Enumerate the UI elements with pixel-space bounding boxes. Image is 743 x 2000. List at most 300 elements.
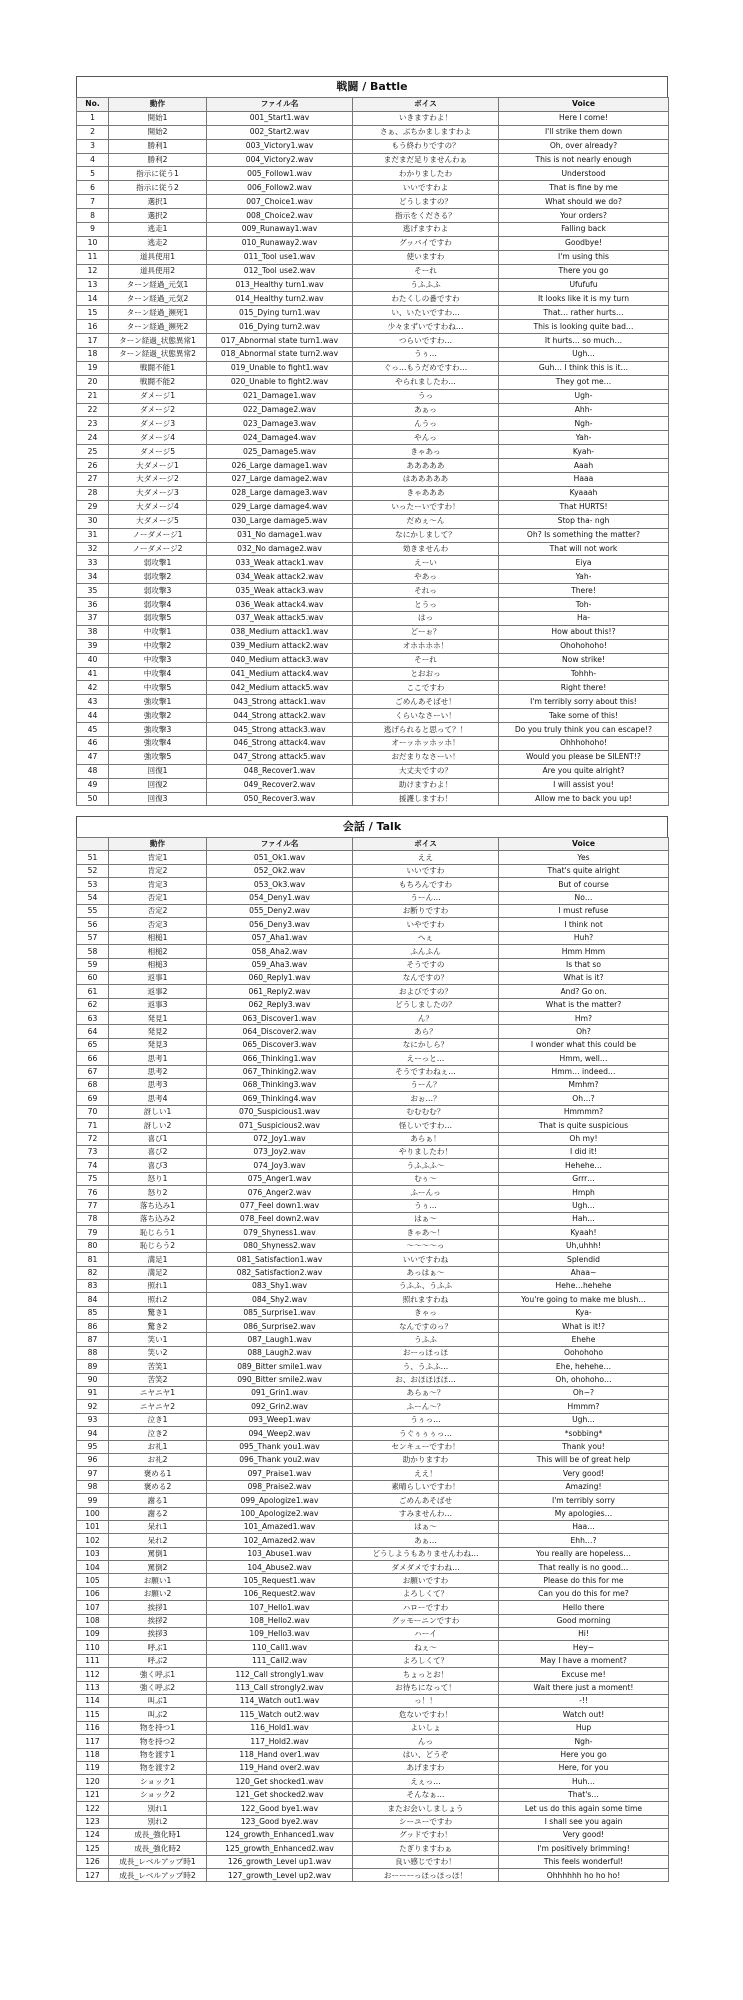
cell-english: Ngh- [499,417,669,431]
table-row [77,1079,669,1092]
cell-english: It looks like it is my turn [499,292,669,306]
cell-voice: オーッホッホッホ！ [353,736,499,750]
cell-action: 開始2 [109,125,207,139]
cell-no: 33 [77,556,109,570]
cell-voice: うぐぅぅぅっ… [353,1427,499,1440]
table-row [77,1119,669,1132]
table-row [77,1306,669,1319]
cell-voice: うーん… [353,891,499,904]
cell-action: 選択1 [109,195,207,209]
cell-voice: やあっ [353,570,499,584]
cell-english: Ugh… [499,1199,669,1212]
cell-voice: あらぁ！ [353,1132,499,1145]
table-row [77,1855,669,1868]
table-row [77,1159,669,1172]
cell-filename: 038_Medium attack1.wav [207,625,353,639]
cell-action: 強攻撃5 [109,750,207,764]
cell-filename: 062_Reply3.wav [207,998,353,1011]
cell-voice: さぁ、ぶちかましますわよ [353,125,499,139]
cell-voice: ふーんっ [353,1186,499,1199]
table-row [77,1025,669,1038]
cell-action: 開始1 [109,111,207,125]
cell-no: 32 [77,542,109,556]
cell-no: 95 [77,1440,109,1453]
cell-action: 謝る1 [109,1494,207,1507]
cell-no: 110 [77,1641,109,1654]
cell-no: 98 [77,1480,109,1493]
cell-voice: あああああ [353,459,499,473]
cell-filename: 001_Start1.wav [207,111,353,125]
cell-english: This will be of great help [499,1453,669,1466]
cell-filename: 120_Get shocked1.wav [207,1775,353,1788]
cell-no: 111 [77,1654,109,1667]
cell-action: 返事1 [109,971,207,984]
cell-action: 思考2 [109,1065,207,1078]
cell-voice: やんっ [353,431,499,445]
cell-no: 84 [77,1293,109,1306]
cell-english: Wait there just a moment! [499,1681,669,1694]
cell-action: 弱攻撃4 [109,598,207,612]
cell-filename: 011_Tool use1.wav [207,250,353,264]
cell-voice: あら？ [353,1025,499,1038]
table-row [77,985,669,998]
cell-action: 相槌1 [109,931,207,944]
cell-action: 罵倒1 [109,1547,207,1560]
table-row [77,1520,669,1533]
cell-action: 呆れ1 [109,1520,207,1533]
cell-no: 53 [77,878,109,891]
cell-english: That's… [499,1788,669,1801]
table-row [77,1212,669,1225]
battle-section [76,76,668,806]
cell-english: I will assist you! [499,778,669,792]
cell-english: Yah- [499,431,669,445]
table-row [77,181,669,195]
cell-voice: はあああああ [353,473,499,487]
cell-filename: 122_Good bye1.wav [207,1802,353,1815]
cell-filename: 124_growth_Enhanced1.wav [207,1828,353,1841]
cell-voice: お、おほほほほ… [353,1373,499,1386]
table-row [77,250,669,264]
cell-voice: えーっと… [353,1052,499,1065]
cell-no: 112 [77,1668,109,1681]
table-row [77,528,669,542]
table-row [77,1574,669,1587]
cell-voice: なにかしら？ [353,1038,499,1051]
cell-filename: 110_Call1.wav [207,1641,353,1654]
table-row [77,1266,669,1279]
cell-action: 成長_レベルアップ時2 [109,1869,207,1882]
cell-english: Ufufufu [499,278,669,292]
cell-english: Haa… [499,1520,669,1533]
cell-english: Kyaaah [499,486,669,500]
cell-action: 怒り2 [109,1186,207,1199]
cell-action: 肯定3 [109,878,207,891]
cell-filename: 074_Joy3.wav [207,1159,353,1172]
cell-no: 11 [77,250,109,264]
cell-action: 返事3 [109,998,207,1011]
cell-action: 指示に従う1 [109,167,207,181]
cell-voice: ふーん～？ [353,1400,499,1413]
cell-action: 罵倒2 [109,1561,207,1574]
cell-no: 58 [77,945,109,958]
table-row [77,278,669,292]
cell-filename: 085_Surprise1.wav [207,1306,353,1319]
cell-filename: 076_Anger2.wav [207,1186,353,1199]
cell-no: 105 [77,1574,109,1587]
cell-no: 104 [77,1561,109,1574]
cell-english: Hello there [499,1601,669,1614]
cell-action: 発見1 [109,1012,207,1025]
talk-section-title: 会話 / Talk [76,816,668,837]
cell-action: 中攻撃4 [109,667,207,681]
table-row [77,1052,669,1065]
table-row [77,1507,669,1520]
cell-voice: 効きませんわ [353,542,499,556]
cell-no: 119 [77,1761,109,1774]
cell-voice: どうしましたの？ [353,998,499,1011]
cell-english: My apologies… [499,1507,669,1520]
cell-action: 恥じらう1 [109,1226,207,1239]
cell-action: 弱攻撃3 [109,584,207,598]
cell-english: Hmph [499,1186,669,1199]
cell-no: 31 [77,528,109,542]
cell-english: Is that so [499,958,669,971]
cell-action: 強く呼ぶ1 [109,1668,207,1681]
cell-action: 強攻撃2 [109,709,207,723]
cell-no: 72 [77,1132,109,1145]
cell-english: Oh my! [499,1132,669,1145]
cell-no: 48 [77,764,109,778]
cell-action: 大ダメージ5 [109,514,207,528]
cell-filename: 030_Large damage5.wav [207,514,353,528]
battle-header-row [77,98,669,112]
cell-action: 強攻撃3 [109,723,207,737]
cell-english: You really are hopeless… [499,1547,669,1560]
cell-no: 1 [77,111,109,125]
cell-no: 127 [77,1869,109,1882]
cell-english: Huh? [499,931,669,944]
talk-section [76,816,668,1882]
cell-voice: もう終わりですの？ [353,139,499,153]
cell-filename: 105_Request1.wav [207,1574,353,1587]
table-row [77,1748,669,1761]
cell-no: 62 [77,998,109,1011]
cell-english: Grrr… [499,1172,669,1185]
table-row [77,1333,669,1346]
cell-voice: ちょっとお！ [353,1668,499,1681]
table-row [77,1641,669,1654]
cell-english: Yes [499,851,669,864]
cell-action: ダメージ2 [109,403,207,417]
cell-filename: 101_Amazed1.wav [207,1520,353,1533]
cell-filename: 042_Medium attack5.wav [207,681,353,695]
cell-action: 成長_レベルアップ時1 [109,1855,207,1868]
cell-english: This is looking quite bad… [499,320,669,334]
cell-voice: うふふ、うふふ [353,1279,499,1292]
table-row [77,584,669,598]
cell-no: 2 [77,125,109,139]
cell-no: 116 [77,1721,109,1734]
cell-voice: 助かりますわ [353,1453,499,1466]
cell-english: Hmm… indeed… [499,1065,669,1078]
cell-voice: いったーいですわ！ [353,500,499,514]
table-row [77,1467,669,1480]
cell-action: 喜び2 [109,1145,207,1158]
cell-english: Ehh…? [499,1534,669,1547]
cell-english: Oh…? [499,1092,669,1105]
cell-action: 笑い2 [109,1346,207,1359]
cell-voice: おーーーっほっほっほ！ [353,1869,499,1882]
cell-filename: 031_No damage1.wav [207,528,353,542]
cell-filename: 070_Suspicious1.wav [207,1105,353,1118]
cell-filename: 013_Healthy turn1.wav [207,278,353,292]
cell-voice: あげますわ [353,1761,499,1774]
cell-english: That HURTS! [499,500,669,514]
cell-action: 叫ぶ2 [109,1708,207,1721]
cell-filename: 116_Hold1.wav [207,1721,353,1734]
cell-english: I'm using this [499,250,669,264]
cell-action: 弱攻撃1 [109,556,207,570]
cell-no: 12 [77,264,109,278]
table-row [77,1279,669,1292]
cell-no: 23 [77,417,109,431]
cell-filename: 048_Recover1.wav [207,764,353,778]
cell-filename: 043_Strong attack1.wav [207,695,353,709]
cell-voice: つらいですわ… [353,334,499,348]
cell-no: 29 [77,500,109,514]
cell-no: 75 [77,1172,109,1185]
cell-filename: 012_Tool use2.wav [207,264,353,278]
cell-filename: 003_Victory1.wav [207,139,353,153]
cell-voice: あっはぁ～ [353,1266,499,1279]
cell-action: 泣き2 [109,1427,207,1440]
cell-english: How about this!? [499,625,669,639]
cell-action: 満足1 [109,1253,207,1266]
cell-voice: だめぇ～ん [353,514,499,528]
cell-action: お願い2 [109,1587,207,1600]
table-row [77,1400,669,1413]
cell-voice: はぁ～ [353,1520,499,1533]
cell-no: 42 [77,681,109,695]
cell-filename: 082_Satisfaction2.wav [207,1266,353,1279]
cell-voice: それっ [353,584,499,598]
cell-action: 発見3 [109,1038,207,1051]
cell-voice: お願いですわ [353,1574,499,1587]
cell-voice: 逃げられると思って？！ [353,723,499,737]
cell-english: Hehe…hehehe [499,1279,669,1292]
table-row [77,1293,669,1306]
cell-english: Right there! [499,681,669,695]
cell-action: 呼ぶ2 [109,1654,207,1667]
cell-english: Ugh- [499,389,669,403]
cell-voice: えぇっ… [353,1775,499,1788]
cell-voice: っ！！ [353,1695,499,1708]
cell-no: 59 [77,958,109,971]
table-row [77,1440,669,1453]
cell-filename: 047_Strong attack5.wav [207,750,353,764]
cell-action: 叫ぶ1 [109,1695,207,1708]
cell-english: There you go [499,264,669,278]
cell-no: 121 [77,1788,109,1801]
cell-action: 回復1 [109,764,207,778]
cell-voice: 大丈夫ですの？ [353,764,499,778]
cell-action: 回復3 [109,792,207,806]
cell-filename: 020_Unable to fight2.wav [207,375,353,389]
cell-filename: 039_Medium attack2.wav [207,639,353,653]
cell-action: 強く呼ぶ2 [109,1681,207,1694]
cell-voice: まだまだ足りませんわぁ [353,153,499,167]
table-row [77,570,669,584]
header-english: Voice [499,98,669,112]
cell-action: ニヤニヤ2 [109,1400,207,1413]
cell-no: 109 [77,1628,109,1641]
cell-no: 101 [77,1520,109,1533]
cell-voice: きゃあああ [353,486,499,500]
cell-no: 16 [77,320,109,334]
cell-filename: 028_Large damage3.wav [207,486,353,500]
cell-filename: 119_Hand over2.wav [207,1761,353,1774]
cell-filename: 050_Recover3.wav [207,792,353,806]
cell-english: *sobbing* [499,1427,669,1440]
cell-action: 訝しい2 [109,1119,207,1132]
cell-no: 49 [77,778,109,792]
cell-voice: うふふ [353,1333,499,1346]
cell-filename: 088_Laugh2.wav [207,1346,353,1359]
table-row [77,223,669,237]
cell-action: 道具使用2 [109,264,207,278]
cell-filename: 127_growth_Level up2.wav [207,1869,353,1882]
cell-voice: またお会いしましょう [353,1802,499,1815]
cell-voice: うぅ… [353,348,499,362]
cell-english: I wonder what this could be [499,1038,669,1051]
cell-filename: 022_Damage2.wav [207,403,353,417]
cell-action: お礼1 [109,1440,207,1453]
cell-english: Kyaah! [499,1226,669,1239]
cell-english: Very good! [499,1828,669,1841]
cell-voice: 危ないですわ！ [353,1708,499,1721]
header-english: Voice [499,838,669,851]
cell-voice: いやですわ [353,918,499,931]
table-row [77,514,669,528]
cell-filename: 079_Shyness1.wav [207,1226,353,1239]
cell-voice: グッバイですわ [353,236,499,250]
cell-filename: 102_Amazed2.wav [207,1534,353,1547]
table-row [77,348,669,362]
cell-action: ターン経過_瀕死2 [109,320,207,334]
cell-no: 51 [77,851,109,864]
cell-filename: 026_Large damage1.wav [207,459,353,473]
cell-english: Now strike! [499,653,669,667]
cell-no: 26 [77,459,109,473]
table-row [77,1239,669,1252]
cell-english: Uh,uhhh! [499,1239,669,1252]
table-row [77,306,669,320]
table-row [77,486,669,500]
cell-voice: わたくしの番ですわ [353,292,499,306]
table-row [77,958,669,971]
cell-no: 120 [77,1775,109,1788]
cell-english: What is the matter? [499,998,669,1011]
cell-action: ダメージ3 [109,417,207,431]
cell-voice: 助けますわよ！ [353,778,499,792]
cell-english: I'm terribly sorry about this! [499,695,669,709]
cell-filename: 061_Reply2.wav [207,985,353,998]
cell-filename: 056_Deny3.wav [207,918,353,931]
cell-english: Oohohoho [499,1346,669,1359]
cell-filename: 017_Abnormal state turn1.wav [207,334,353,348]
cell-voice: そーれ [353,653,499,667]
cell-action: ダメージ5 [109,445,207,459]
cell-no: 88 [77,1346,109,1359]
talk-table [76,837,669,1882]
header-no [77,838,109,851]
table-row [77,904,669,917]
cell-action: 成長_強化時1 [109,1828,207,1841]
cell-voice: 照れますわね [353,1293,499,1306]
table-row [77,1601,669,1614]
cell-no: 99 [77,1494,109,1507]
cell-action: 満足2 [109,1266,207,1279]
cell-no: 81 [77,1253,109,1266]
cell-english: May I have a moment? [499,1654,669,1667]
cell-action: 肯定1 [109,851,207,864]
table-row [77,598,669,612]
cell-action: 笑い1 [109,1333,207,1346]
cell-voice: いいですわね [353,1253,499,1266]
cell-filename: 094_Weep2.wav [207,1427,353,1440]
cell-filename: 002_Start2.wav [207,125,353,139]
cell-no: 68 [77,1079,109,1092]
cell-english: Ohhhohoho! [499,736,669,750]
cell-filename: 032_No damage2.wav [207,542,353,556]
cell-action: 回復2 [109,778,207,792]
table-row [77,264,669,278]
table-row [77,998,669,1011]
cell-english: No… [499,891,669,904]
table-row [77,1695,669,1708]
cell-no: 96 [77,1453,109,1466]
talk-header-row [77,838,669,851]
table-row [77,764,669,778]
cell-english: Hey~ [499,1641,669,1654]
cell-no: 91 [77,1387,109,1400]
table-row [77,667,669,681]
table-row [77,1534,669,1547]
cell-voice: はぁ～ [353,1212,499,1225]
cell-no: 19 [77,361,109,375]
table-row [77,139,669,153]
cell-voice: ん？ [353,1012,499,1025]
header-file: ファイル名 [207,98,353,112]
cell-filename: 107_Hello1.wav [207,1601,353,1614]
cell-action: 泣き1 [109,1413,207,1426]
cell-voice: どーぉ？ [353,625,499,639]
cell-no: 89 [77,1360,109,1373]
cell-action: 成長_強化時2 [109,1842,207,1855]
cell-voice: うふふふ～ [353,1159,499,1172]
cell-no: 108 [77,1614,109,1627]
cell-voice: うぅ… [353,1199,499,1212]
table-row [77,639,669,653]
cell-filename: 125_growth_Enhanced2.wav [207,1842,353,1855]
cell-english: I'm terribly sorry [499,1494,669,1507]
cell-action: 大ダメージ2 [109,473,207,487]
cell-filename: 024_Damage4.wav [207,431,353,445]
cell-voice: うっ [353,389,499,403]
cell-action: 相槌2 [109,945,207,958]
cell-no: 54 [77,891,109,904]
